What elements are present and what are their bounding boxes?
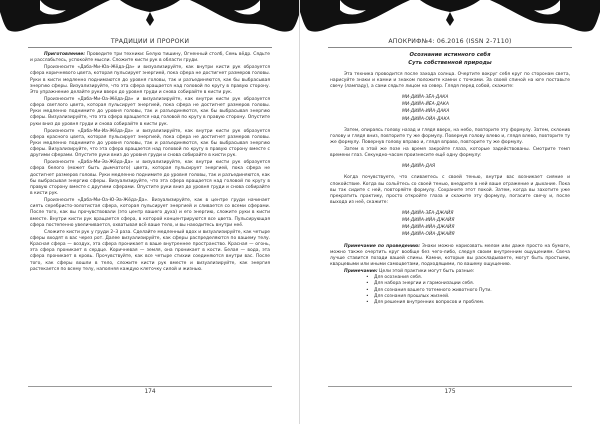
paragraph-text: Проведите три техники: Белую тишину, Огненный столб, Семь вёдр. Сядьте и расслабьтесь, успокойте мысли. Сложите кисти рук в области груди. xyxy=(30,52,270,64)
paragraph-lead: Примечание: xyxy=(344,269,378,275)
tribal-ornament-right-icon xyxy=(300,0,600,34)
formula-line: МИ-ДИЙА-ДАЯ xyxy=(402,164,436,170)
header-rule xyxy=(28,47,272,48)
header-rule xyxy=(328,47,572,48)
page-number: 174 xyxy=(144,389,156,395)
paragraph-text: Произнесите «Даба-Ми-Иа-Жёда-Да» и визуализируйте, как внутри кисти рук образуется сфера красного цвета, которая пульсирует энергией, пока сфера не достигнет размеров головы. Руки медленно поднимите до уровня головы, так и разъединяются, как бы выбрасывая энергию сферы. Визуализируйте, что эта сфера вращается над головой по кругу в правую сторону вместе с другими сферами. Опустите руки вниз до уровня груди и снова собирайте в кисти рук. xyxy=(30,128,270,159)
paragraph-lead: Примечание по проведению: xyxy=(344,243,421,249)
formula-line: МИ-ДИЙА-ЗЁА-ДЖАЙЯ xyxy=(402,211,454,217)
formula-line: МИ-ДИЙА-ЙЁА-ДАКА xyxy=(402,102,449,108)
formula-line: МИ-ДИЙА-ИЙА-ДЖАЙЯ xyxy=(402,225,455,231)
paragraph xyxy=(330,175,570,206)
tribal-ornament-left-icon xyxy=(0,0,300,34)
list-item: • Для набора энергии и гармонизации себя. xyxy=(374,281,570,287)
paragraph-text: Произнесите «Даба-Ми-Юа-Жёда-Да» и визуализируйте, как внутри кисти рук образуется сфера коричневого цвета, которая пульсирует энергией, пока сфера не достигнет размеров головы. Руки в кисти медленно поднимаются до уровня головы, так и разъединяются, как бы выбрасывая энергию сферы. Визуализируйте, что эта сфера вращается над головой по кругу в правую сторону. Это упражнение делайте руки вверх до уровня груди и снова собирайте в кисти рук. xyxy=(30,65,270,95)
page-number: 175 xyxy=(444,389,456,395)
list-item: • Для решения внутренних вопросов и проблем. xyxy=(374,300,570,306)
paragraph-text: Сложите кисти рук у груди 2–3 раза. Сделайте медленный вдох и визуализируйте, как четыре сферы входят в вас через рот. Далее визуализируйте, как сферы распределяются по вашему телу. Красная сфера — воздух, эта сфера проникает в ваше внутреннее пространство. Красная — огонь, эта сфера проникает в сердце. Коричневая — земля, она проникает в кости. Белая — вода, эта сфера проникает в кровь. Прочувствуйте, как все четыре стихии соединяются внутри вас. После того, как сферы вошли в тело, сложите кисти рук вместе и визуализируйте, как энергия растекается по всему телу, наполняя каждую клеточку силой и жизнью. xyxy=(30,229,270,272)
footer-rule xyxy=(28,386,272,387)
paragraph xyxy=(30,52,270,64)
paragraph xyxy=(330,72,570,90)
footer-rule xyxy=(328,386,572,387)
paragraph xyxy=(330,128,570,146)
paragraph-text: Произнесите «Даба-Ми-Оа-Ю-Эа-Жёда-Да». Визуализируйте, как в центре груди начинает сиять серебристо-золотистая сфера, которая пульсирует энергией и сливается со всеми сферами. После того, как вы прочувствовали (это центр вашего духа) и его энергию, сложите руки в кисти вместе. Внутри кисти рук вращается сфера, в которой концентрируются все цвета. Пульсирующая сфера постепенно увеличивается, охватывая всё ваше тело, и вы находитесь внутри неё. xyxy=(30,198,270,228)
paragraph-text: Эта техника проводится после захода солнца. Очертите вокруг себя круг по сторонам света, нарисуйте знаки и камни и знаком положите камни с точками. За своей спиной на юге поставьте свечу (лампаду), а сами сядьте лицом на север. Глядя перед собой, скажите: xyxy=(330,71,570,90)
section-title: Осознание истинного себя xyxy=(409,52,491,58)
section-subtitle: Суть собственной природы xyxy=(408,59,492,66)
paragraph-lead: Приготовление: xyxy=(44,52,86,57)
paragraph-text: Затем в этой же позе на время закройте глаза, которые задействованы. Смотрите темп времени глаз. Секундно-часом произнесите ещё одну формулу: xyxy=(330,147,570,159)
list-item: • Для сознания вашего тотемного животного Пути. xyxy=(374,288,570,294)
paragraph-text: Когда почувствуете, что сливаетесь с своей тенью, внутри вас возникает сияние и спокойствие. Когда вы сольётесь со своей тенью, внедрите в ней ваше отражение и дыхание. Пока вы так сидите с ней, повторяйте формулу. Сохраните этот покой. Затем, когда вы захотите уже прекратить практику, просто откройте глаза и скажите эту формулу, погасите свечу и, после выхода из неё, скажите: xyxy=(330,175,570,206)
paragraph xyxy=(330,147,570,159)
paragraph xyxy=(330,244,570,269)
paragraph xyxy=(30,65,270,96)
paragraph-text: Знаки можно нарисовать мелом или даже просто на бумаге, можно также очертить круг вообще без чего-либо, следуя своим внутренним ощущениям. Свеча лучше ставится позади вашей спины. Камни, которые вы раскладываете, могут быть простыми, кварцевыми или иными самоцветами, подходящими, по вашему ощущению. xyxy=(330,243,570,268)
paragraph xyxy=(30,160,270,197)
formula-line: МИ-ДИЙА-ИЙА-ДЖАЙЯ xyxy=(402,218,455,224)
list-item: • Для осознания себя. xyxy=(374,275,570,281)
bullet-list xyxy=(330,275,570,306)
paragraph xyxy=(30,198,270,229)
formula-line: МИ-ДИЙА-ЗЁА-ДАКА xyxy=(402,95,449,101)
formula-line: МИ-ДИЙА-ОЙА-ДЖАЙЯ xyxy=(402,232,455,238)
right-body-text xyxy=(330,52,570,306)
paragraph-text: Произнесите «Даба-Ми-Эа-Жёда-Да» и визуализируйте, как внутри кисти рук образуется сфера белого (может быть дымчатого) цвета, которая пульсирует энергией, пока сфера не достигнет размеров головы. Руки медленно поднимите до уровня головы, так и разъединяются, как бы выбрасывая энергию сферы. Визуализируйте, что эта сфера вращается над головой по кругу в правую сторону вместе с другими сферами. Опустите руки вниз до уровня груди и снова собирайте в кисти рук. xyxy=(30,160,270,196)
paragraph-text: Произнесите «Даба-Ми-Оа-Жёда-Да» и визуализируйте, как внутри кисти рук образуется сфера светлого цвета, которая пульсирует энергией, пока сфера не достигнет размеров головы. Руки медленно поднимите до уровня головы, так и разъединяются, как бы выбрасывая энергию сферы. Визуализируйте, что эта сфера вращается над головой по кругу в правую сторону. Опустите руки вниз до уровня груди и снова собирайте в кисти рук. xyxy=(30,96,270,127)
running-head: АПОКРИФ№4: 06.2016 (ISSN 2-7110) xyxy=(388,38,512,45)
running-head: ТРАДИЦИИ И ПРОРОКИ xyxy=(110,38,190,45)
paragraph-text: Цели этой практики могут быть разные: xyxy=(377,269,475,275)
formula-line: МИ-ДИЙА-ОЙА-ДАКА xyxy=(402,116,450,122)
list-item: • Для сознания прошлых жизней. xyxy=(374,294,570,300)
right-page xyxy=(300,0,600,424)
left-body-text xyxy=(30,52,270,273)
paragraph xyxy=(30,129,270,160)
paragraph xyxy=(30,97,270,128)
paragraph-text: Затем, опираясь голову назад и глядя вверх, на небо, повторите эту формулу. Затем, склонив голову и глядя вниз, повторите ту же формулу. Повернув голову влево и, глядя влево, повторите ту же формулу. Повернув голову вправо и, глядя вправо, повторите ту же формулу. xyxy=(330,127,570,145)
formula-line: МИ-ДИЙА-ИЙА-ДАКА xyxy=(402,109,450,115)
paragraph xyxy=(30,230,270,273)
